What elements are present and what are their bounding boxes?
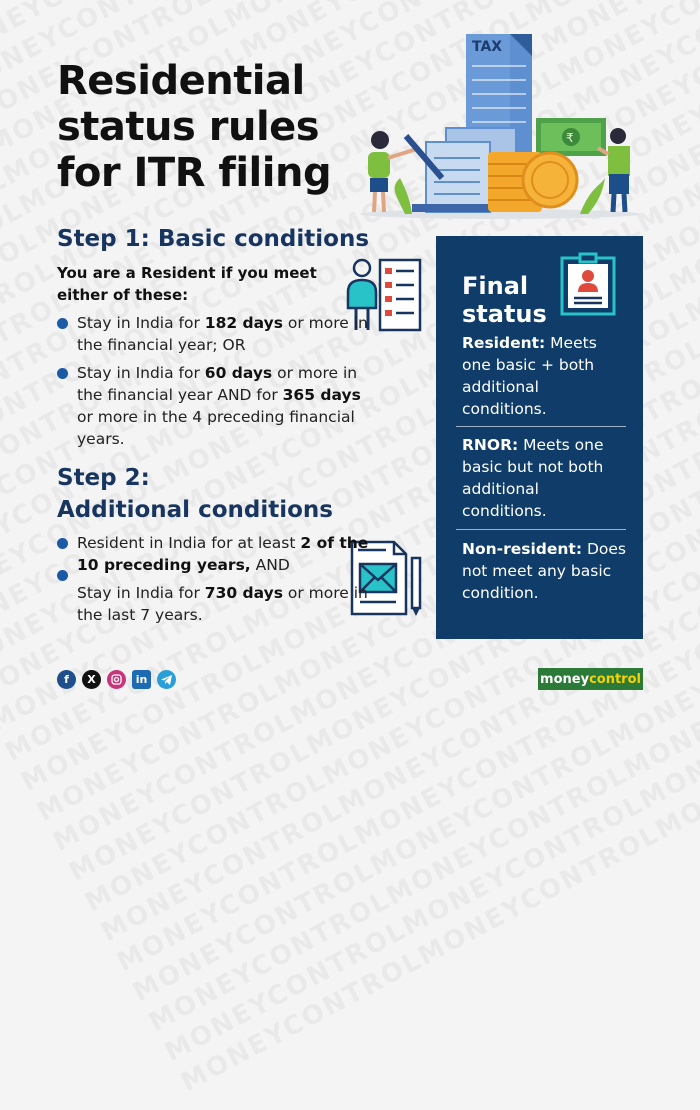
list-item: Stay in India for 60 days or more in the financial year AND for 365 days or more in the 4 preceding financial years. (57, 362, 377, 450)
tax-illustration (350, 28, 650, 220)
step1-heading: Step 1: Basic conditions (57, 226, 370, 252)
bullet-dot (57, 538, 68, 549)
instagram-icon[interactable] (107, 670, 126, 689)
page-title: Residential status rules for ITR filing (57, 58, 332, 196)
rupee-symbol: ₹ (566, 131, 574, 145)
final-status-panel (436, 236, 643, 639)
facebook-icon[interactable]: f (57, 670, 76, 689)
step1-intro: You are a Resident if you meet either of these: (57, 264, 317, 304)
status-rnor: RNOR: Meets one basic but not both additional conditions. (462, 436, 604, 520)
status-non-resident: Non-resident: Does not meet any basic condition. (462, 540, 627, 602)
telegram-icon[interactable] (157, 670, 176, 689)
divider (456, 426, 626, 427)
status-resident: Resident: Meets one basic + both additional conditions. (462, 334, 597, 418)
id-card-icon (558, 252, 618, 316)
list-item: Stay in India for 182 days or more in the financial year; OR (57, 312, 377, 356)
step1-conditions (57, 312, 377, 456)
tax-label: TAX (472, 39, 503, 55)
bullet-dot (57, 570, 68, 581)
linkedin-icon[interactable]: in (132, 670, 151, 689)
bullet-dot (57, 368, 68, 379)
divider (456, 529, 626, 530)
list-item: Resident in India for at least 2 of the 10 preceding years, AND (57, 532, 377, 576)
bullet-dot (57, 318, 68, 329)
moneycontrol-logo: money control (538, 668, 643, 690)
step2-conditions (57, 532, 377, 632)
social-links (57, 670, 176, 689)
list-item: Stay in India for 730 days or more in the last 7 years. (57, 582, 377, 626)
step2-heading: Step 2: Additional conditions (57, 465, 333, 523)
final-status-title: Final status (462, 272, 547, 328)
x-icon[interactable]: X (82, 670, 101, 689)
